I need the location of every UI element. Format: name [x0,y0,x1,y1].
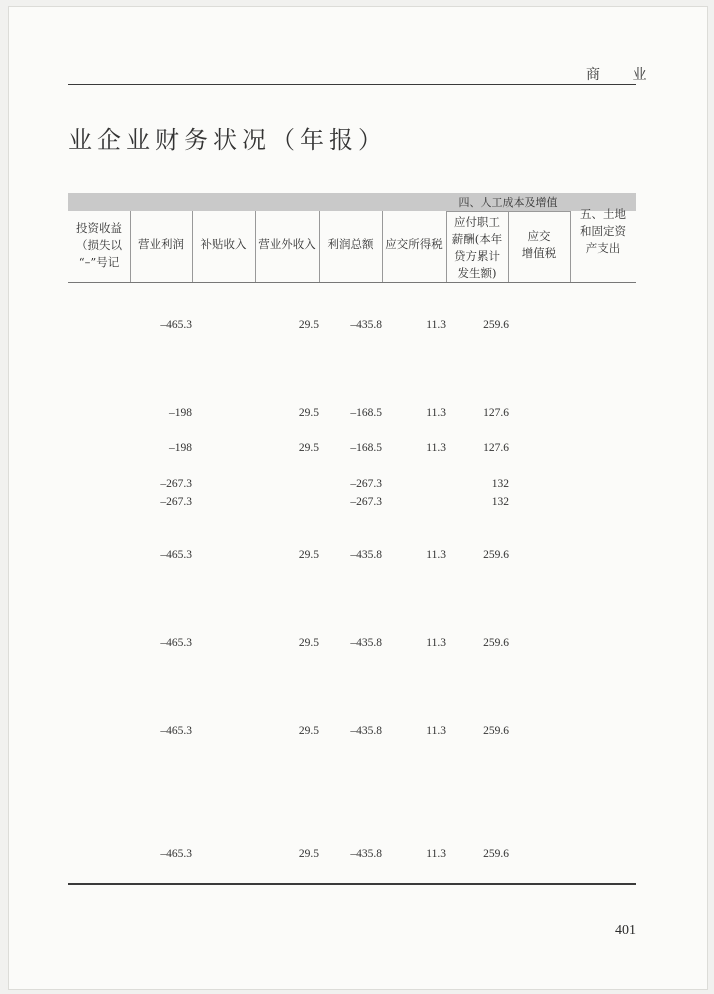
cell-operating-profit: –267.3 [160,478,192,490]
cell-non-operating-income: 29.5 [298,848,319,860]
cell-operating-profit: –465.3 [160,549,192,561]
header-non-operating-income: 营业外收入 [258,237,316,251]
cell-non-operating-income: 29.5 [298,319,319,331]
cell-non-operating-income: 29.5 [298,549,319,561]
section-label: 商 业 [586,67,661,83]
header-line: 和固定资 [580,224,626,238]
header-line: 应交 [527,229,551,243]
cell-payroll: 259.6 [483,848,509,860]
cell-total-profit: –435.8 [350,848,382,860]
cell-income-tax: 11.3 [426,407,446,419]
cell-income-tax: 11.3 [426,848,446,860]
header-subsidy-income: 补贴收入 [200,237,247,251]
cell-income-tax: 11.3 [426,319,446,331]
cell-payroll: 127.6 [483,442,509,454]
cell-income-tax: 11.3 [426,549,446,561]
cell-non-operating-income: 29.5 [298,637,319,649]
cell-payroll: 259.6 [483,319,509,331]
header-line: “–”号记 [78,255,120,269]
cell-operating-profit: –267.3 [160,496,192,508]
cell-income-tax: 11.3 [426,637,446,649]
header-line: 产支出 [585,241,621,255]
cell-payroll: 259.6 [483,637,509,649]
header-vat [508,228,570,262]
header-line: （损失以 [76,238,122,252]
group-heading-labor-cost: 四、人工成本及增值 [458,196,558,209]
header-line: 五、土地 [580,207,626,221]
cell-payroll: 259.6 [483,725,509,737]
header-total-profit: 利润总额 [327,237,374,251]
page-title: 业企业财务状况（年报） [68,126,387,154]
header-income-tax: 应交所得税 [385,237,443,251]
header-operating-profit: 营业利润 [138,237,184,251]
cell-payroll: 259.6 [483,549,509,561]
page-number: 401 [615,923,636,938]
cell-income-tax: 11.3 [426,725,446,737]
cell-non-operating-income: 29.5 [298,725,319,737]
cell-income-tax: 11.3 [426,442,446,454]
cell-total-profit: –267.3 [350,496,382,508]
header-payroll [446,214,508,282]
cell-operating-profit: –198 [169,442,192,454]
header-line: 贷方累计 [454,249,500,263]
cell-payroll: 127.6 [483,407,509,419]
cell-payroll: 132 [491,496,509,508]
cell-non-operating-income: 29.5 [298,442,319,454]
cell-total-profit: –435.8 [350,319,382,331]
header-line: 应付职工 [454,215,500,229]
cell-operating-profit: –465.3 [160,725,192,737]
cell-operating-profit: –465.3 [160,637,192,649]
cell-total-profit: –267.3 [350,478,382,490]
header-bottom-rule [68,282,636,283]
cell-operating-profit: –198 [169,407,192,419]
cell-total-profit: –435.8 [350,637,382,649]
cell-total-profit: –435.8 [350,725,382,737]
header-rule [68,84,636,85]
cell-payroll: 132 [491,478,509,490]
cell-total-profit: –168.5 [350,407,382,419]
header-investment-income [68,220,130,271]
cell-operating-profit: –465.3 [160,848,192,860]
cell-operating-profit: –465.3 [160,319,192,331]
header-fixed-assets [570,206,636,257]
cell-total-profit: –435.8 [350,549,382,561]
cell-total-profit: –168.5 [350,442,382,454]
table-bottom-rule [68,883,636,885]
header-line: 发生额) [457,266,497,280]
cell-non-operating-income: 29.5 [298,407,319,419]
header-line: 投资收益 [76,221,122,235]
header-line: 增值税 [521,246,557,260]
header-line: 薪酬(本年 [451,232,503,246]
